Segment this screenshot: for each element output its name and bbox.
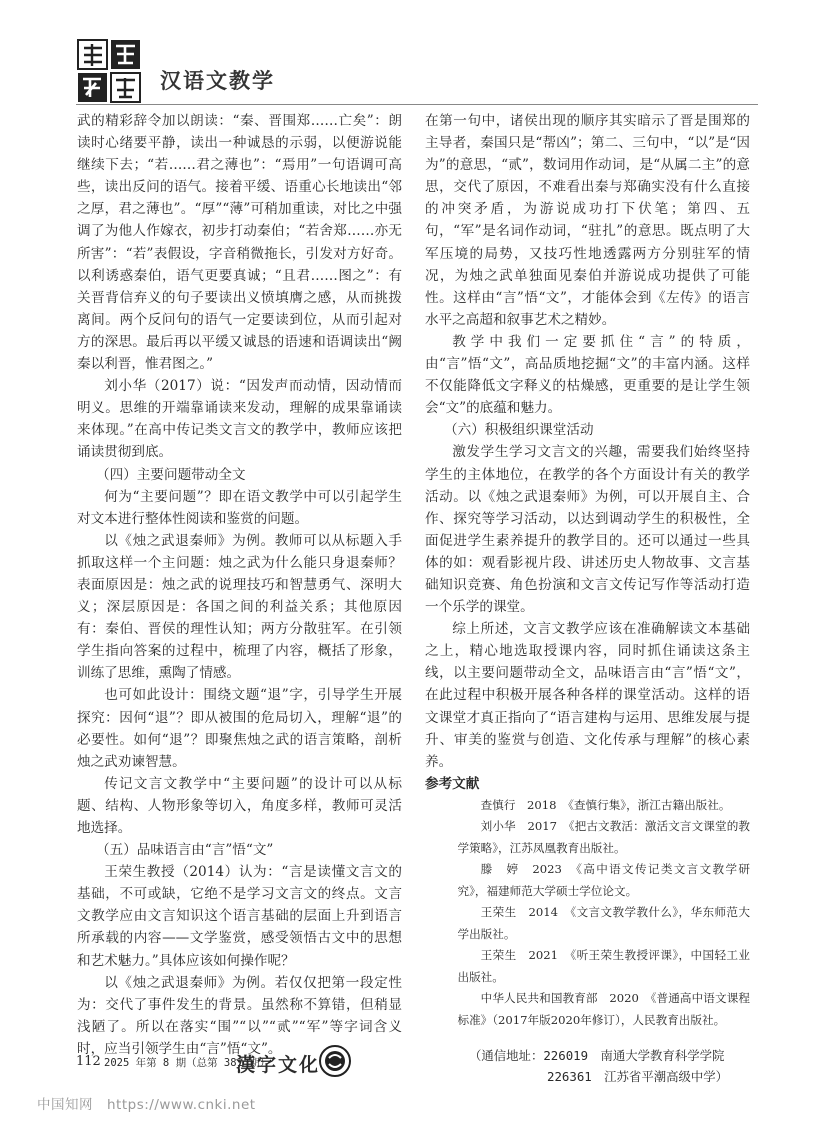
journal-logo — [76, 38, 142, 104]
paragraph: 激发学生学习文言文的兴趣，需要我们始终坚持学生的主体地位，在教学的各个方面设计有关的教学活动。以《烛之武退秦师》为例，可以开展自主、合作、探究等学习活动，以达到调动学生的积极性，全面促进学生素养提升的教学目的。还可以通过一些具体的如：观看影视片段、讲述历史人物故事、文言基础知识竞赛、角色扮演和文言文传记写作等活动打造一个乐学的课堂。 — [425, 444, 750, 616]
journal-section-title: 汉语文教学 — [160, 69, 275, 93]
cnki-watermark: 中国知网 https://www.cnki.net — [37, 1097, 256, 1113]
paragraph: 刘小华（2017）说：“因发声而动情，因动情而明义。思维的开端靠诵读来发动，理解的成果靠诵读来体现。”在高中传记类文言文的教学中，教师应该把诵读贯彻到底。 — [77, 378, 402, 461]
reference-entry: 中华人民共和国教育部 2020 《普通高中语文课程标准》（2017年版2020年修订），人民教育出版社。 — [457, 991, 750, 1027]
correspondence-address — [425, 1045, 750, 1087]
left-column — [77, 110, 402, 1060]
paragraph: 以《烛之武退秦师》为例。若仅仅把第一段定性为：交代了事件发生的背景。虽然称不算错，但稍显浅陋了。所以在落实“围”“以”“贰”“军”等字词含义时，应当引领学生由“言”悟“文”。 — [77, 974, 402, 1057]
paragraph: 教学中我们一定要抓住“言”的特质，由“言”悟“文”，高品质地挖掘“文”的丰富内涵。这样不仅能降低文字释义的枯燥感，更重要的是让学生领会“文”的底蕴和魅力。 — [425, 333, 750, 417]
right-column — [425, 110, 750, 1087]
address-line-2: 226361 江苏省平潮高级中学） — [547, 1069, 729, 1085]
paragraph: 综上所述，文言文教学应该在准确解读文本基础之上，精心地选取授课内容，同时抓住诵读这条主线，以主要问题带动全文，品味语言由“言”悟“文”，在此过程中积极开展各种各样的课堂活动。这样的语文课堂才真正指向了“语言建构与运用、思维发展与提升、审美的鉴赏与创造、文化传承与理解”的核心素养。 — [425, 621, 750, 770]
paragraph: 以《烛之武退秦师》为例。教师可以从标题入手抓取这样一个主问题：烛之武为什么能只身退秦师？表面原因是：烛之武的说理技巧和智慧勇气、深明大义；深层原因是：各国之间的利益关系；其他原因有：秦伯、晋侯的理性认知；两方分散驻军。在引领学生指向答案的过程中，梳理了内容，概括了形象，训练了思维，熏陶了情感。 — [77, 532, 402, 682]
references-list — [425, 795, 750, 1032]
journal-header — [76, 38, 776, 104]
section-heading: （五）品味语言由“言”悟“文” — [96, 842, 274, 859]
brand-seal-icon — [318, 1044, 352, 1078]
right-column-body — [425, 110, 750, 773]
references-title: 参考文献 — [425, 775, 480, 792]
issue-info: 2025 年第 8 期（总第 381 期） — [104, 1057, 271, 1069]
reference-entry: 查慎行 2018 《查慎行集》，浙江古籍出版社。 — [480, 797, 731, 812]
paragraph: 也可如此设计：围绕文题“退”字，引导学生开展探究：因何“退”？即从被围的危局切入，理解“退”的必要性。如何“退”？即聚焦烛之武的语言策略，剖析烛之武劝谏智慧。 — [77, 687, 402, 770]
page-number: 112 — [76, 1054, 101, 1069]
reference-entry: 王荣生 2014 《文言文教学教什么》，华东师范大学出版社。 — [457, 905, 750, 941]
page-footer — [76, 1050, 376, 1084]
header-divider — [76, 104, 758, 105]
reference-entry: 王荣生 2021 《听王荣生教授评课》，中国轻工业出版社。 — [457, 948, 750, 984]
section-heading: （四）主要问题带动全文 — [96, 466, 246, 483]
address-line-1: （通信地址：226019 南通大学教育科学学院 — [469, 1048, 725, 1064]
paragraph: 武的精彩辞令加以朗读：“秦、晋围郑……亡矣”：朗读时心绪要平静，读出一种诚恳的示弱，以便游说能继续下去；“若……君之薄也”：“焉用”一句语调可高些，读出反问的语气。接着平缓、语重心长地读出“邻之厚，君之薄也”。“厚”“薄”可稍加重读，对比之中强调了为他人作嫁衣，初步打动秦伯；“若舍郑……亦无所害”：“若”表假设，字音稍微拖长，引发对方好奇。以利诱惑秦伯，语气更要真诚；“且君……图之”：有关晋背信弃义的句子要读出义愤填膺之感，从而挑拨离间。两个反问句的语气一定要读到位，从而引起对方的深思。最后再以平缓又诚恳的语速和语调读出“阙秦以利晋，惟君图之。” — [77, 113, 402, 373]
paragraph: 传记文言文教学中“主要问题”的设计可以从标题、结构、人物形象等切入，角度多样，教师可灵活地选择。 — [77, 775, 402, 836]
paragraph: 王荣生教授（2014）认为：“言是读懂文言文的基础，不可或缺，它绝不是学习文言文的终点。文言文教学应由文言知识这个语言基础的层面上升到语言所承载的内容——文学鉴赏，感受领悟古文中的思想和艺术魅力。”具体应该如何操作呢？ — [77, 864, 402, 969]
reference-entry: 刘小华 2017 《把古文教活：激活文言文课堂的教学策略》，江苏凤凰教育出版社。 — [457, 819, 750, 855]
section-heading: （六）积极组织课堂活动 — [444, 422, 594, 439]
paragraph: 何为“主要问题”？即在语文教学中可以引起学生对文本进行整体性阅读和鉴赏的问题。 — [77, 488, 402, 527]
reference-entry: 滕 婷 2023 《高中语文传记类文言文教学研究》，福建师范大学硕士学位论文。 — [457, 862, 750, 898]
paragraph: 在第一句中，诸侯出现的顺序其实暗示了晋是围郑的主导者，秦国只是“帮凶”；第二、三句中，“以”是“因为”的意思，“贰”，数词用作动词，是“从属二主”的意思，交代了原因，不难看出秦与郑确实没有什么直接的冲突矛盾，为游说成功打下伏笔；第四、五句，“军”是名词作动词，“驻扎”的意思。既点明了大军压境的局势，又技巧性地透露两方分别驻军的情况，为烛之武单独面见秦伯并游说成功提供了可能性。这样由“言”悟“文”，才能体会到《左传》的语言水平之高超和叙事艺术之精妙。 — [425, 113, 750, 328]
footer-brand: 漢字文化 — [236, 1054, 321, 1076]
